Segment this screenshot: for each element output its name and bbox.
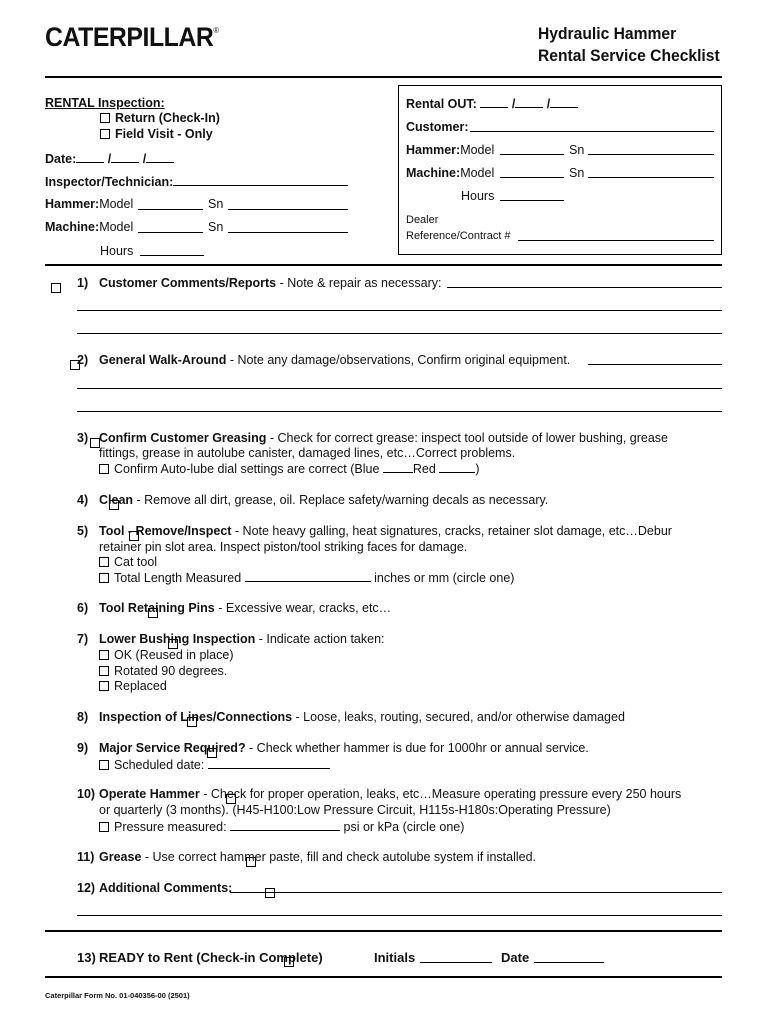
left-hours-line[interactable]: [140, 255, 204, 256]
item3-autolube[interactable]: Confirm Auto-lube dial settings are correct (Blue Red ): [99, 461, 479, 477]
ready-date-line[interactable]: [534, 962, 604, 963]
rental-out-field[interactable]: Rental OUT: / /: [406, 96, 578, 112]
item3-text: Confirm Customer Greasing - Check for correct grease: inspect tool outside of lower bushing, grease: [99, 431, 668, 445]
left-hammer-sn-line[interactable]: [228, 209, 348, 210]
rental-inspection-heading: RENTAL Inspection:: [45, 96, 165, 110]
item8-number: 8): [77, 710, 89, 724]
item8-text: Inspection of Lines/Connections - Loose, leaks, routing, secured, and/or otherwise damaged: [99, 710, 625, 724]
left-hammer-model-line[interactable]: [138, 209, 203, 210]
initials-label: Initials: [374, 950, 416, 965]
item13-number: 13): [77, 950, 96, 965]
form-title-line1: Hydraulic Hammer: [538, 24, 677, 43]
form-number: Caterpillar Form No. 01-040356-00 (2501): [45, 991, 190, 1000]
checkbox-icon[interactable]: [99, 666, 109, 676]
item7-number: 7): [77, 632, 89, 646]
ready-divider-top: [45, 930, 722, 932]
right-hours-label: Hours: [461, 189, 495, 203]
form-title-line2: Rental Service Checklist: [538, 46, 720, 65]
item2-text: General Walk-Around - Note any damage/observations, Confirm original equipment.: [99, 353, 571, 367]
right-hammer-row: Hammer:Model: [406, 143, 495, 157]
item2-line-3[interactable]: [77, 411, 722, 412]
checkbox-icon[interactable]: [99, 573, 109, 583]
ready-divider-bottom: [45, 976, 722, 978]
date-field[interactable]: Date: / /: [45, 151, 174, 167]
item12-line-2[interactable]: [77, 915, 722, 916]
item3-number: 3): [77, 431, 89, 445]
left-machine-sn-label: Sn: [208, 220, 224, 234]
item5-text: Tool - Remove/Inspect - Note heavy galling, heat signatures, cracks, retainer slot damage, etc…Debur: [99, 524, 672, 538]
dealer-label: Dealer: [406, 214, 439, 226]
ready-date-label: Date: [501, 950, 530, 965]
item12-text: Additional Comments:: [99, 881, 233, 895]
item7-text: Lower Bushing Inspection - Indicate action taken:: [99, 632, 385, 646]
item2-line-1[interactable]: [588, 364, 722, 365]
right-hours-line[interactable]: [500, 200, 564, 201]
right-machine-sn-label: Sn: [569, 166, 585, 180]
reference-contract-line[interactable]: [518, 240, 714, 241]
checkbox-icon[interactable]: [99, 464, 109, 474]
reference-contract-label: Reference/Contract #: [406, 230, 511, 242]
checkbox-icon[interactable]: [99, 650, 109, 660]
checkbox-icon[interactable]: [99, 557, 109, 567]
inspector-input-line[interactable]: [173, 185, 348, 186]
item7-rotated[interactable]: Rotated 90 degrees.: [99, 664, 227, 679]
right-machine-row: Machine:Model: [406, 166, 495, 180]
item1-line-2[interactable]: [77, 310, 722, 311]
item9-text: Major Service Required? - Check whether hammer is due for 1000hr or annual service.: [99, 741, 589, 755]
item7-replaced[interactable]: Replaced: [99, 679, 167, 694]
left-machine-row: Machine:Model: [45, 220, 134, 234]
left-machine-sn-line[interactable]: [228, 232, 348, 233]
inspector-label: Inspector/Technician:: [45, 175, 174, 189]
customer-label: Customer:: [406, 120, 469, 134]
item5-length[interactable]: Total Length Measured inches or mm (circle one): [99, 570, 514, 586]
item5-number: 5): [77, 524, 89, 538]
item12-line-1[interactable]: [230, 892, 722, 893]
caterpillar-logo: CATERPILLAR®: [45, 22, 219, 52]
initials-line[interactable]: [420, 962, 492, 963]
right-machine-sn-line[interactable]: [588, 177, 714, 178]
item1-line-1[interactable]: [447, 287, 722, 288]
item5-text-line2: retainer pin slot area. Inspect piston/tool striking faces for damage.: [99, 540, 468, 554]
right-hammer-sn-label: Sn: [569, 143, 585, 157]
checkbox-icon[interactable]: [99, 760, 109, 770]
item13-text: READY to Rent (Check-in Complete): [99, 950, 323, 965]
item6-text: Tool Retaining Pins - Excessive wear, cracks, etc…: [99, 601, 392, 615]
item1-line-3[interactable]: [77, 333, 722, 334]
left-machine-model-line[interactable]: [138, 232, 203, 233]
item9-scheduled[interactable]: Scheduled date:: [99, 757, 330, 773]
item11-text: Grease - Use correct hammer paste, fill and check autolube system if installed.: [99, 850, 537, 864]
item4-number: 4): [77, 493, 89, 507]
item1-number: 1): [77, 276, 89, 290]
item5-cat-tool[interactable]: Cat tool: [99, 555, 157, 570]
return-checkin-option[interactable]: Return (Check-In): [100, 111, 220, 126]
item1-text: Customer Comments/Reports - Note & repair as necessary:: [99, 276, 442, 290]
item12-number: 12): [77, 881, 96, 895]
checkbox-icon[interactable]: [99, 822, 109, 832]
right-machine-model-line[interactable]: [500, 177, 564, 178]
item3-text-line2: fittings, grease in autolube canister, damaged lines, etc…Correct problems.: [99, 446, 516, 460]
item2-line-2[interactable]: [77, 388, 722, 389]
item7-ok[interactable]: OK (Reused in place): [99, 648, 234, 663]
checkbox-icon[interactable]: [99, 681, 109, 691]
right-hammer-sn-line[interactable]: [588, 154, 714, 155]
item2-number: 2): [77, 353, 89, 367]
field-visit-option[interactable]: Field Visit - Only: [100, 127, 213, 142]
customer-input-line[interactable]: [470, 131, 714, 132]
item1-checkbox[interactable]: [51, 283, 61, 293]
item9-number: 9): [77, 741, 89, 755]
section-divider: [45, 264, 722, 266]
header-divider: [45, 76, 722, 78]
item10-number: 10): [77, 787, 96, 801]
item10-text-line2: or quarterly (3 months). (H45-H100:Low Pressure Circuit, H115s-H180s:Operating Pressure): [99, 803, 611, 817]
item10-text: Operate Hammer - Check for proper operation, leaks, etc…Measure operating pressure every 250 hours: [99, 787, 682, 801]
left-hammer-row: Hammer:Model: [45, 197, 134, 211]
item10-pressure[interactable]: Pressure measured: psi or kPa (circle one): [99, 819, 464, 835]
item11-number: 11): [77, 850, 95, 864]
left-hammer-sn-label: Sn: [208, 197, 224, 211]
item6-number: 6): [77, 601, 89, 615]
right-hammer-model-line[interactable]: [500, 154, 564, 155]
item4-text: Clean - Remove all dirt, grease, oil. Replace safety/warning decals as necessary.: [99, 493, 549, 507]
left-hours-label: Hours: [100, 244, 134, 258]
checkbox-icon[interactable]: [100, 129, 110, 139]
checkbox-icon[interactable]: [100, 113, 110, 123]
